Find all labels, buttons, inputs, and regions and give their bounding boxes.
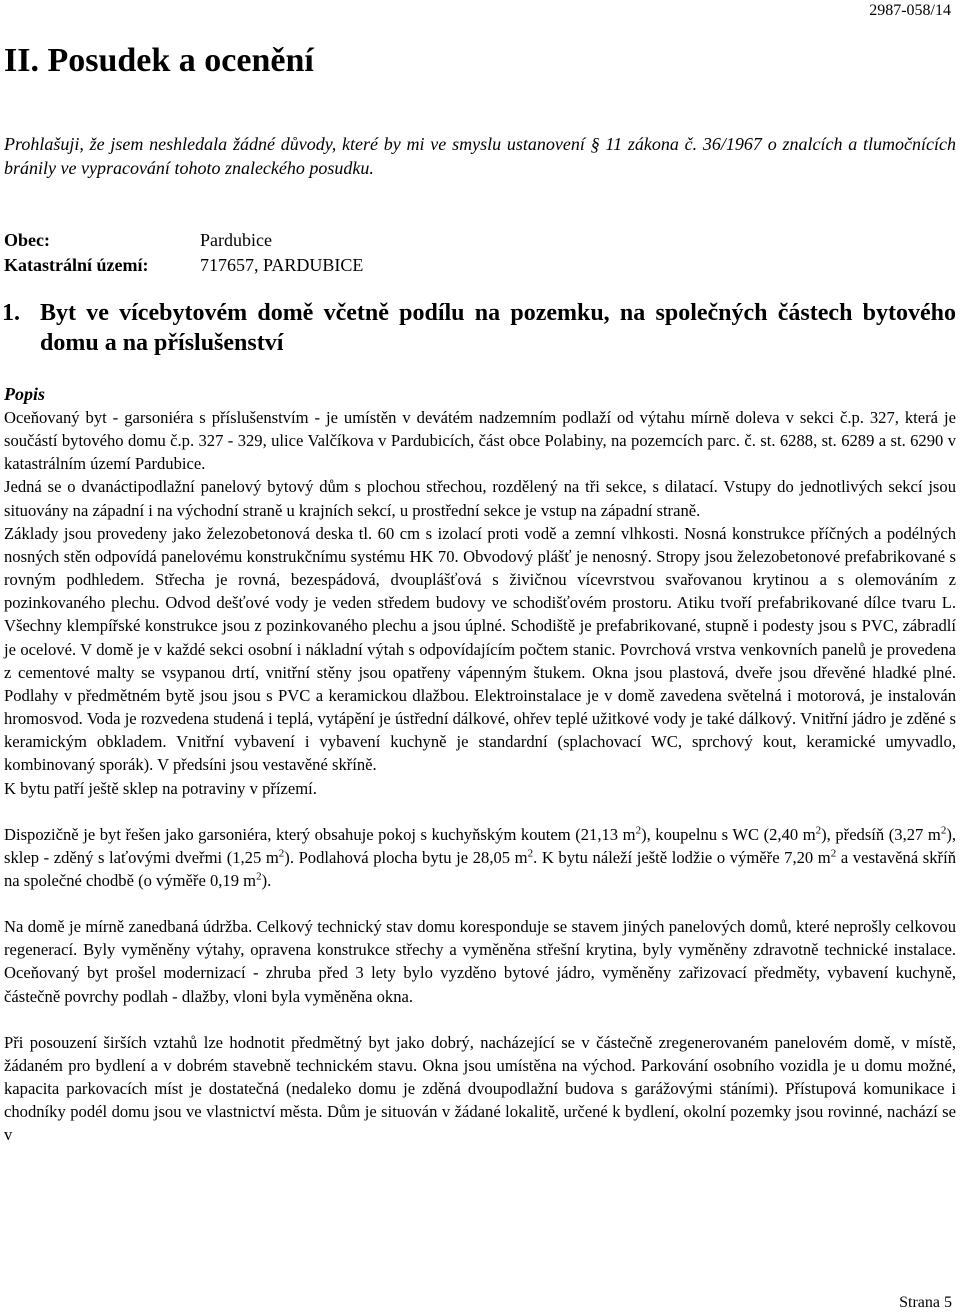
dispo-sup-5: 2 xyxy=(527,847,534,860)
section-title: Byt ve vícebytovém domě včetně podílu na pozemku, na společných částech bytového domu a na příslušenství xyxy=(40,300,956,356)
dispo-sup-1: 2 xyxy=(635,824,642,837)
dispo-text-6: . K bytu náleží ještě lodžie o výměře 7,20 m xyxy=(533,847,831,867)
dispo-sup-6: 2 xyxy=(830,847,837,860)
katastr-label: Katastrální území: xyxy=(4,255,149,275)
page-title: II. Posudek a ocenění xyxy=(4,42,314,79)
dispo-sup-3: 2 xyxy=(940,824,947,837)
page-number: Strana 5 xyxy=(899,1294,952,1311)
dispo-text-3: ), předsíň (3,27 m xyxy=(821,824,941,844)
paragraph-condition: Na domě je mírně zanedbaná údržba. Celkový technický stav domu koresponduje se stavem jiných panelových domů, které neprošly celkovou regenerací. Byly vyměněny výtahy, opravena konstrukce střechy a vyměněna střešní krytina, byly vyměněny zdravotně technické instalace. Oceňovaný byt prošel modernizací - zhruba před 3 lety bylo vyzděno bytové jádro, vyměněny zařizovací předměty, vybavení kuchyně, částečně povrchy podlah - dlažby, vloni byla vyměněna okna. xyxy=(4,917,956,1006)
description-body xyxy=(4,382,956,1147)
obec-value: Pardubice xyxy=(200,230,272,250)
dispo-text-2: ), koupelnu s WC (2,40 m xyxy=(641,824,816,844)
popis-label: Popis xyxy=(4,384,46,404)
obec-label: Obec: xyxy=(4,230,50,250)
dispo-text-7: a vestavěná skříň na společné chodbě (o výměře 0,19 m xyxy=(4,847,956,890)
section-number: 1. xyxy=(2,300,20,326)
dispo-sup-2: 2 xyxy=(815,824,822,837)
obec-row xyxy=(4,228,956,253)
document-number: 2987-058/14 xyxy=(869,2,951,19)
paragraph-cellar: K bytu patří ještě sklep na potraviny v přízemí. xyxy=(4,778,317,798)
paragraph-building: Jedná se o dvanáctipodlažní panelový bytový dům s plochou střechou, rozdělený na tři sekce, s dilatací. Vstupy do jednotlivých sekcí jsou situovány na západní i na východní straně u krajních sekcí, u prostřední sekce je vstup na západní straně. xyxy=(4,477,956,520)
paragraph-construction: Základy jsou provedeny jako železobetonová deska tl. 60 cm s izolací proti vodě a zemní vlhkosti. Nosná konstrukce příčných a podélných nosných stěn odpovídá panelovému konstrukčnímu systému HK 70. Obvodový plášť je nenosný. Stropy jsou železobetonové prefabrikované s rovným podhledem. Střecha je rovná, bezespádová, dvouplášťová s živičnou vícevrstvou svařovanou krytinou a s olemováním z pozinkovaného plechu. Odvod dešťové vody je veden středem budovy ve schodišťovém prostoru. Atiku tvoří prefabrikované dílce tvaru L. Všechny klempířské konstrukce jsou z pozinkovaného plechu a jsou úplné. Schodiště je prefabrikované, stupně i podesty jsou s PVC, zábradlí je ocelové. V domě je v každé sekci osobní i nákladní výtah s odpovídajícím počtem stanic. Povrchová vrstva venkovních panelů je provedena z cementové malty se vsypanou drtí, vnitřní stěny jsou opatřeny vápenným štukem. Okna jsou plastová, dveře jsou dřevěné hladké plné. Podlahy v předmětném bytě jsou jsou s PVC a keramickou dlažbou. Elektroinstalace je v domě zavedena světelná i motorová, je instalován hromosvod. Voda je rozvedena studená i teplá, vytápění je ústřední dálkové, ohřev teplé užitkové vody je také dálkový. Vnitřní jádro je zděné s keramickým obkladem. Vnitřní vybavení i vybavení kuchyně je standardní (splachovací WC, sprchový kout, keramické umyvadlo, kombinovaný sporák). V předsíni jsou vestavěné skříně. xyxy=(4,523,956,775)
dispo-text-4: ), sklep - zděný s laťovými dveřmi (1,25 m xyxy=(4,824,956,867)
paragraph-location: Oceňovaný byt - garsoniéra s příslušenstvím - je umístěn v devátém nadzemním podlaží od výtahu mírně doleva v sekci č.p. 327, která je součástí bytového domu č.p. 327 - 329, ulice Valčíkova v Pardubicích, část obce Polabiny, na pozemcích parc. č. st. 6288, st. 6289 a st. 6290 v katastrálním území Pardubice. xyxy=(4,408,956,474)
dispo-sup-7: 2 xyxy=(256,870,262,883)
paragraph-disposition xyxy=(4,823,956,892)
dispo-sup-4: 2 xyxy=(278,847,285,860)
dispo-text-8: ). xyxy=(261,870,272,890)
section-heading xyxy=(2,298,956,358)
declaration-text: Prohlašuji, že jsem neshledala žádné důvody, které by mi ve smyslu ustanovení § 11 zákona č. 36/1967 o znalcích a tlumočnících bránily ve vypracování tohoto znaleckého posudku. xyxy=(4,134,956,178)
paragraph-context: Při posouzení širších vztahů lze hodnotit předmětný byt jako dobrý, nacházející se v částečně zregenerovaném panelovém domě, v místě, žádaném pro bydlení a v dobrém stavebně technickém stavu. Okna jsou umístěna na východ. Parkování osobního vozidla je u domu možné, kapacita parkovacích míst je dostatečná (nedaleko domu je zděná dvoupodlažní budova s garážovými stáními). Přístupová komunikace i chodníky podél domu jsou ve vlastnictví města. Dům je situován v žádané lokalitě, určené k bydlení, okolní pozemky jsou rovinné, nachází se v xyxy=(4,1032,956,1145)
katastr-value: 717657, PARDUBICE xyxy=(200,255,364,275)
dispo-text-1: Dispozičně je byt řešen jako garsoniéra, který obsahuje pokoj s kuchyňským koutem (21,13 m xyxy=(4,824,636,844)
dispo-text-5: ). Podlahová plocha bytu je 28,05 m xyxy=(284,847,528,867)
location-block xyxy=(4,228,956,278)
katastr-row xyxy=(4,253,956,278)
